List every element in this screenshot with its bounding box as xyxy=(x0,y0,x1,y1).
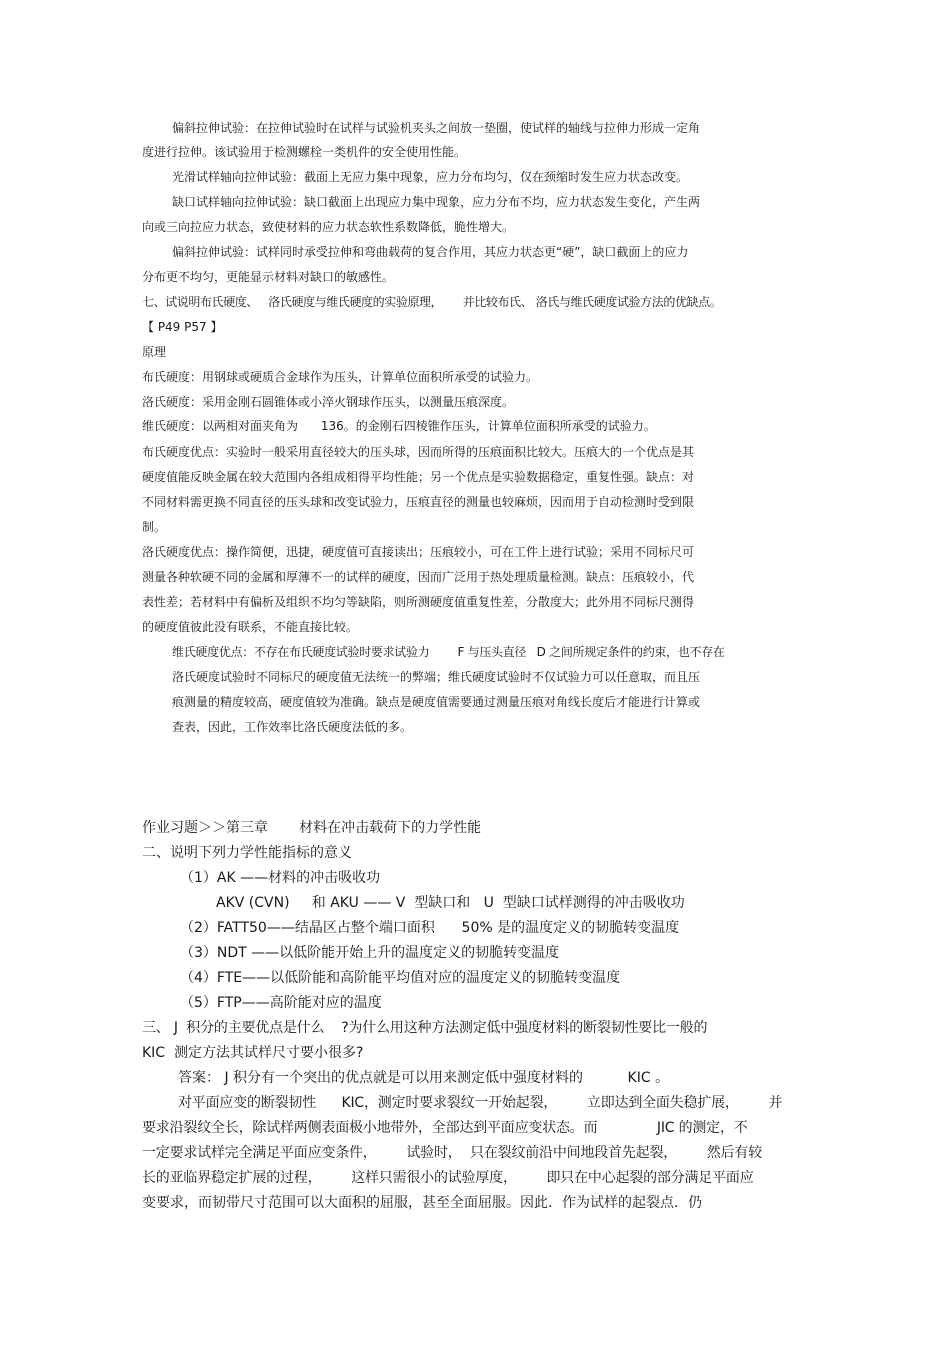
text-line: 光滑试样轴向拉伸试验：截面上无应力集中现象，应力分布均匀，仅在颈缩时发生应力状态改变。 xyxy=(172,170,689,184)
text-line: 表性差；若材料中有偏析及组织不均匀等缺陷，则所测硬度值重复性差，分散度大；此外用不同标尺测得 xyxy=(142,595,695,609)
text-line: 制。 xyxy=(142,520,167,534)
list-item: （4）FTE——以低阶能和高阶能平均值对应的温度定义的韧脆转变温度 xyxy=(180,970,621,986)
text-line: 维氏硬度优点：不存在布氏硬度试验时要求试验力 F 与压头直径 D 之间所规定条件的约束，也不存在 xyxy=(172,645,725,659)
list-item: （1）AK ——材料的冲击吸收功 xyxy=(180,870,381,886)
text-line: 布氏硬度：用钢球或硬质合金球作为压头，计算单位面积所承受的试验力。 xyxy=(142,370,539,384)
answer-line: 对平面应变的断裂韧性 KIC，测定时要求裂纹一开始起裂， 立即达到全面失稳扩展， 并 xyxy=(178,1095,783,1111)
answer-line: 长的亚临界稳定扩展的过程， 这样只需很小的试验厚度， 即只在中心起裂的部分满足平面应 xyxy=(142,1170,754,1186)
text-line: 度进行拉伸。该试验用于检测螺栓一类机件的安全使用性能。 xyxy=(142,145,467,159)
question-heading: 三、 J 积分的主要优点是什么 ?为什么用这种方法测定低中强度材料的断裂韧性要比一般的 xyxy=(142,1020,708,1036)
text-line: 维氏硬度：以两相对面夹角为 136。的金刚石四棱锥作压头，计算单位面积所承受的试验力。 xyxy=(142,419,656,433)
list-item: （5）FTP——高阶能对应的温度 xyxy=(180,995,382,1011)
text-line: 偏斜拉伸试验：在拉伸试验时在试样与试验机夹头之间放一垫圈，使试样的轴线与拉伸力形成一定角 xyxy=(172,121,701,135)
text-line: 查表，因此，工作效率比洛氏硬度法低的多。 xyxy=(172,720,413,734)
answer-line: 答案： J 积分有一个突出的优点就是可以用来测定低中强度材料的 KIC 。 xyxy=(178,1070,670,1086)
question-heading: KIC 测定方法其试样尺寸要小很多? xyxy=(142,1045,364,1061)
chapter-title: 作业习题＞＞第三章 材料在冲击载荷下的力学性能 xyxy=(142,820,482,836)
text-line: 偏斜拉伸试验：试样同时承受拉伸和弯曲载荷的复合作用，其应力状态更“硬”，缺口截面上的应力 xyxy=(172,245,689,259)
question-heading: 七、试说明布氏硬度、 洛氏硬度与维氏硬度的实验原理， 并比较布氏、 洛氏与维氏硬度试验方法的优缺点。 xyxy=(142,295,722,309)
text-line: 痕测量的精度较高，硬度值较为准确。缺点是硬度值需要通过测量压痕对角线长度后才能进行计算或 xyxy=(172,695,701,709)
text-line: 分布更不均匀，更能显示材料对缺口的敏感性。 xyxy=(142,270,395,284)
text-line: 硬度值能反映金属在较大范围内各组成相得平均性能；另一个优点是实验数据稳定，重复性强。缺点：对 xyxy=(142,470,695,484)
text-line: 布氏硬度优点：实验时一般采用直径较大的压头球，因而所得的压痕面积比较大。压痕大的一个优点是其 xyxy=(142,445,695,459)
text-line: 向或三向拉应力状态，致使材料的应力状态软性系数降低，脆性增大。 xyxy=(142,220,515,234)
text-line: 的硬度值彼此没有联系，不能直接比较。 xyxy=(142,620,359,634)
list-item: （2）FATT50——结晶区占整个端口面积 50% 是的温度定义的韧脆转变温度 xyxy=(180,920,680,936)
page-reference: 【 P49 P57 】 xyxy=(142,320,223,334)
text-line: 洛氏硬度试验时不同标尺的硬度值无法统一的弊端；维氏硬度试验时不仅试验力可以任意取，而且压 xyxy=(172,670,701,684)
list-item: （3）NDT ——以低阶能开始上升的温度定义的韧脆转变温度 xyxy=(180,945,560,961)
answer-line: 一定要求试样完全满足平面应变条件， 试验时， 只在裂纹前沿中间地段首先起裂， 然后有较 xyxy=(142,1145,763,1161)
text-line: 洛氏硬度：采用金刚石圆锥体或小淬火钢球作压头，以测量压痕深度。 xyxy=(142,395,515,409)
text-line: 不同材料需更换不同直径的压头球和改变试验力，压痕直径的测量也较麻烦，因而用于自动检测时受到限 xyxy=(142,495,695,509)
text-line: 洛氏硬度优点：操作简便，迅捷，硬度值可直接读出；压痕较小，可在工件上进行试验；采用不同标尺可 xyxy=(142,545,695,559)
text-line: 测量各种软硬不同的金属和厚薄不一的试样的硬度，因而广泛用于热处理质量检测。缺点：压痕较小，代 xyxy=(142,570,695,584)
answer-line: 变要求，而韧带尺寸范围可以大面积的屈服，甚至全面屈服。因此．作为试样的起裂点．仍 xyxy=(142,1195,702,1211)
answer-line: 要求沿裂纹全长，除试样两侧表面极小地带外，全部达到平面应变状态。而 JIC 的测定，不 xyxy=(142,1120,748,1136)
list-item: AKV (CVN) 和 AKU —— V 型缺口和 U 型缺口试样测得的冲击吸收功 xyxy=(216,895,685,911)
text-line: 缺口试样轴向拉伸试验：缺口截面上出现应力集中现象，应力分布不均，应力状态发生变化，产生两 xyxy=(172,195,701,209)
question-heading: 二、说明下列力学性能指标的意义 xyxy=(142,845,352,861)
subheading: 原理 xyxy=(142,345,167,359)
